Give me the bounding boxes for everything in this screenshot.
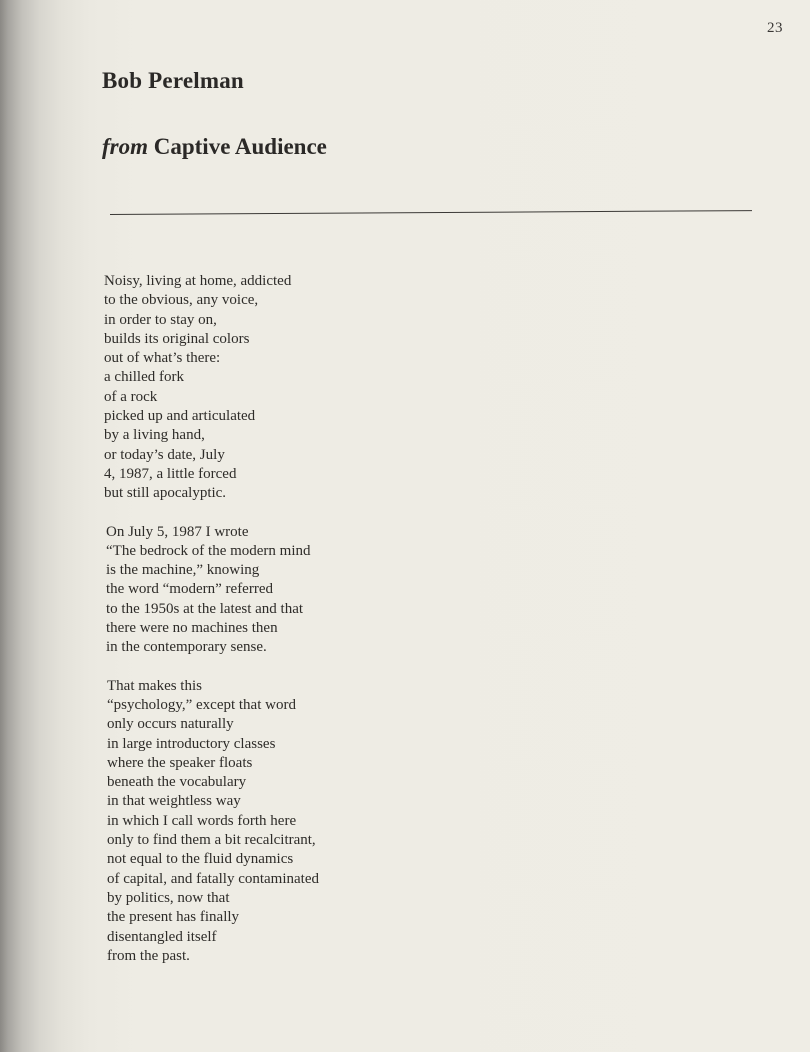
poem-line: picked up and articulated [104, 408, 256, 425]
poem-line: in order to stay on, [104, 311, 217, 328]
poem-line: 4, 1987, a little forced [104, 465, 237, 482]
poem-line: in that weightless way [107, 793, 241, 810]
poem-line: disentangled itself [107, 928, 217, 945]
poem-line: the word “modern” referred [106, 581, 273, 598]
poem-line: but still apocalyptic. [104, 485, 227, 502]
poem-line: That makes this [107, 677, 202, 694]
poem-title [102, 134, 327, 160]
poem-line: “psychology,” except that word [107, 696, 296, 713]
poem-line: in large introductory classes [107, 735, 276, 752]
poem-line: in which I call words forth here [107, 812, 297, 829]
poem-line: of a rock [104, 388, 158, 405]
title-prefix: from [102, 134, 148, 159]
poem-line: from the past. [107, 947, 190, 964]
poem-line: to the 1950s at the latest and that [106, 600, 304, 617]
poem-line: where the speaker floats [107, 754, 253, 771]
poem-line: not equal to the fluid dynamics [107, 851, 294, 868]
poem-body [104, 272, 444, 985]
page-number: 23 [767, 20, 783, 36]
poem-line: is the machine,” knowing [106, 562, 260, 579]
poem-line: Noisy, living at home, addicted [104, 273, 292, 289]
poem-line: of capital, and fatally contaminated [107, 870, 319, 887]
stanza-3 [104, 677, 444, 966]
poem-line: only occurs naturally [107, 716, 234, 733]
poem-line: by politics, now that [107, 889, 230, 906]
poem-line: there were no machines then [106, 620, 278, 637]
poem-line: “The bedrock of the modern mind [106, 542, 311, 559]
poem-line: a chilled fork [104, 369, 184, 386]
poem-line: to the obvious, any voice, [104, 292, 259, 309]
stanza-1 [104, 272, 444, 504]
poem-line: out of what’s there: [104, 350, 221, 367]
author-name: Bob Perelman [102, 68, 244, 93]
poem-line: in the contemporary sense. [106, 639, 267, 656]
horizontal-rule [110, 210, 752, 215]
poem-line: beneath the vocabulary [107, 774, 247, 791]
poem-line: or today’s date, July [104, 446, 225, 463]
poem-line: only to find them a bit recalcitrant, [107, 832, 316, 849]
poem-line: the present has finally [107, 909, 240, 926]
stanza-2 [104, 523, 444, 658]
poem-line: On July 5, 1987 I wrote [106, 523, 249, 540]
poem-line: by a living hand, [104, 427, 205, 444]
poem-line: builds its original colors [104, 330, 250, 347]
title-text: Captive Audience [153, 134, 327, 159]
